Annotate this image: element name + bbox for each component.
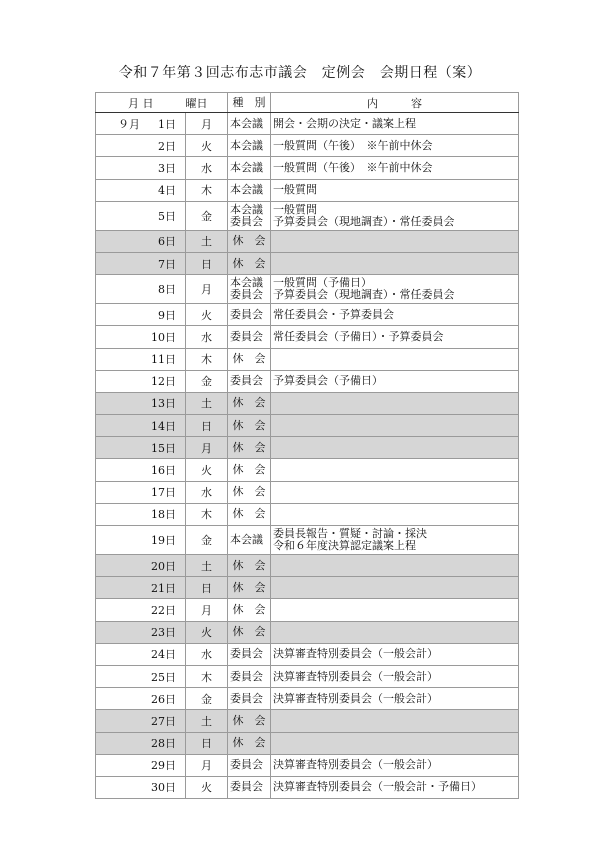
type-cell — [228, 526, 271, 555]
type-text: 本会議 — [230, 160, 263, 174]
content-cell — [271, 252, 519, 274]
weekday-cell: 月 — [186, 599, 228, 621]
month-cell — [96, 621, 146, 643]
day-cell: 3日 — [146, 157, 186, 179]
month-cell — [96, 526, 146, 555]
weekday-cell: 火 — [186, 135, 228, 157]
weekday-cell: 水 — [186, 157, 228, 179]
table-row — [96, 643, 519, 665]
day-cell: 4日 — [146, 179, 186, 201]
type-cell — [228, 688, 271, 710]
month-cell — [96, 776, 146, 798]
weekday-cell: 木 — [186, 665, 228, 687]
content-text: 一般質問（予備日） — [273, 276, 372, 290]
content-cell — [271, 326, 519, 348]
month-cell — [96, 179, 146, 201]
type-cell — [228, 621, 271, 643]
month-cell — [96, 252, 146, 274]
type-text: 休 会 — [232, 463, 266, 477]
month-cell — [96, 688, 146, 710]
content-text: 一般質問 — [273, 183, 317, 197]
table-row — [96, 304, 519, 326]
type-cell — [228, 665, 271, 687]
content-cell — [271, 481, 519, 503]
type-cell — [228, 157, 271, 179]
type-cell — [228, 326, 271, 348]
weekday-cell: 木 — [186, 348, 228, 370]
content-text: 令和６年度決算認定議案上程 — [273, 539, 416, 552]
month-cell — [96, 304, 146, 326]
day-cell: 1日 — [146, 113, 186, 135]
type-cell — [228, 481, 271, 503]
type-cell — [228, 304, 271, 326]
type-text: 休 会 — [232, 485, 266, 499]
table-row — [96, 688, 519, 710]
content-text: 決算審査特別委員会（一般会計） — [273, 669, 438, 683]
type-cell — [228, 710, 271, 732]
table-row — [96, 392, 519, 414]
content-cell — [271, 503, 519, 525]
content-cell — [271, 710, 519, 732]
type-text: 委員会 — [230, 329, 263, 343]
weekday-cell: 水 — [186, 326, 228, 348]
type-text: 休 会 — [232, 234, 266, 248]
type-text: 委員会 — [230, 374, 263, 388]
month-cell — [96, 599, 146, 621]
day-cell: 11日 — [146, 348, 186, 370]
day-cell: 25日 — [146, 665, 186, 687]
type-text: 休 会 — [232, 396, 266, 410]
type-cell — [228, 503, 271, 525]
table-row — [96, 113, 519, 135]
type-cell — [228, 577, 271, 599]
month-cell — [96, 577, 146, 599]
month-cell — [96, 643, 146, 665]
day-cell: 17日 — [146, 481, 186, 503]
table-row — [96, 437, 519, 459]
day-cell: 22日 — [146, 599, 186, 621]
type-cell — [228, 230, 271, 252]
type-text: 休 会 — [232, 580, 266, 594]
content-text: 決算審査特別委員会（一般会計） — [273, 647, 438, 661]
weekday-cell: 木 — [186, 179, 228, 201]
month-cell — [96, 481, 146, 503]
day-cell: 27日 — [146, 710, 186, 732]
weekday-cell: 火 — [186, 459, 228, 481]
table-row — [96, 201, 519, 230]
header-weekday: 曜日 — [186, 93, 228, 113]
month-cell — [96, 503, 146, 525]
day-cell: 16日 — [146, 459, 186, 481]
weekday-cell: 金 — [186, 201, 228, 230]
weekday-cell: 火 — [186, 621, 228, 643]
header-content: 内 容 — [271, 93, 519, 113]
type-cell — [228, 415, 271, 437]
weekday-cell: 土 — [186, 555, 228, 577]
table-row — [96, 230, 519, 252]
type-text: 休 会 — [232, 736, 266, 750]
month-cell — [96, 437, 146, 459]
type-cell — [228, 348, 271, 370]
month-cell — [96, 348, 146, 370]
content-text: 予算委員会（現地調査）・常任委員会 — [273, 288, 455, 302]
day-cell: 19日 — [146, 526, 186, 555]
month-cell — [96, 732, 146, 754]
table-row — [96, 555, 519, 577]
table-row — [96, 754, 519, 776]
header-date: 月 日 — [96, 93, 186, 113]
content-text: 一般質問（午後） ※午前中休会 — [273, 138, 433, 152]
type-text: 本会議 — [230, 533, 263, 546]
type-text: 休 会 — [232, 256, 266, 270]
day-cell: 28日 — [146, 732, 186, 754]
weekday-cell: 土 — [186, 230, 228, 252]
weekday-cell: 日 — [186, 415, 228, 437]
type-text: 本会議 — [230, 276, 263, 290]
type-text: 委員会 — [230, 780, 263, 794]
content-cell — [271, 665, 519, 687]
month-cell — [96, 157, 146, 179]
day-cell: 26日 — [146, 688, 186, 710]
content-cell — [271, 275, 519, 304]
type-cell — [228, 179, 271, 201]
month-cell — [96, 459, 146, 481]
type-text: 委員会 — [230, 669, 263, 683]
day-cell: 29日 — [146, 754, 186, 776]
content-text: 予算委員会（現地調査）・常任委員会 — [273, 214, 455, 228]
type-text: 休 会 — [232, 507, 266, 521]
day-cell: 20日 — [146, 555, 186, 577]
month-cell — [96, 665, 146, 687]
day-cell: 6日 — [146, 230, 186, 252]
content-cell — [271, 459, 519, 481]
content-text: 開会・会期の決定・議案上程 — [273, 116, 416, 130]
content-cell — [271, 370, 519, 392]
table-row — [96, 179, 519, 201]
table-row — [96, 577, 519, 599]
type-cell — [228, 113, 271, 135]
content-cell — [271, 688, 519, 710]
type-cell — [228, 459, 271, 481]
content-cell — [271, 643, 519, 665]
schedule-table — [95, 92, 519, 799]
type-text: 本会議 — [230, 138, 263, 152]
content-text: 常任委員会・予算委員会 — [273, 307, 394, 321]
month-cell — [96, 326, 146, 348]
weekday-cell: 日 — [186, 732, 228, 754]
month-cell — [96, 710, 146, 732]
table-row — [96, 326, 519, 348]
weekday-cell: 水 — [186, 643, 228, 665]
type-cell — [228, 754, 271, 776]
day-cell: 15日 — [146, 437, 186, 459]
day-cell: 24日 — [146, 643, 186, 665]
weekday-cell: 火 — [186, 304, 228, 326]
content-cell — [271, 415, 519, 437]
type-text: 委員会 — [230, 214, 263, 228]
weekday-cell: 土 — [186, 392, 228, 414]
type-cell — [228, 135, 271, 157]
day-cell: 30日 — [146, 776, 186, 798]
type-cell — [228, 275, 271, 304]
content-text: 一般質問（午後） ※午前中休会 — [273, 160, 433, 174]
table-row — [96, 275, 519, 304]
schedule-body — [96, 113, 519, 799]
content-cell — [271, 304, 519, 326]
content-cell — [271, 179, 519, 201]
content-text: 一般質問 — [273, 202, 317, 216]
day-cell: 8日 — [146, 275, 186, 304]
table-row — [96, 481, 519, 503]
type-text: 委員会 — [230, 288, 263, 302]
month-cell — [96, 230, 146, 252]
content-text: 予算委員会（予備日） — [273, 374, 383, 388]
content-cell — [271, 732, 519, 754]
content-text: 常任委員会（予備日）・予算委員会 — [273, 329, 444, 343]
content-cell — [271, 113, 519, 135]
weekday-cell: 月 — [186, 437, 228, 459]
day-cell: 21日 — [146, 577, 186, 599]
day-cell: 18日 — [146, 503, 186, 525]
content-cell — [271, 348, 519, 370]
weekday-cell: 水 — [186, 481, 228, 503]
table-row — [96, 665, 519, 687]
weekday-cell: 金 — [186, 688, 228, 710]
type-text: 委員会 — [230, 758, 263, 772]
day-cell: 23日 — [146, 621, 186, 643]
table-row — [96, 135, 519, 157]
header-row — [96, 93, 519, 113]
type-cell — [228, 732, 271, 754]
type-text: 委員会 — [230, 691, 263, 705]
type-text: 本会議 — [230, 116, 263, 130]
content-cell — [271, 754, 519, 776]
type-text: 休 会 — [232, 558, 266, 572]
day-cell: 14日 — [146, 415, 186, 437]
content-cell — [271, 555, 519, 577]
type-text: 休 会 — [232, 625, 266, 639]
month-cell — [96, 415, 146, 437]
type-cell — [228, 252, 271, 274]
table-row — [96, 776, 519, 798]
type-cell — [228, 776, 271, 798]
type-text: 本会議 — [230, 202, 263, 216]
month-cell — [96, 392, 146, 414]
day-cell: 7日 — [146, 252, 186, 274]
content-cell — [271, 135, 519, 157]
weekday-cell: 日 — [186, 577, 228, 599]
day-cell: 9日 — [146, 304, 186, 326]
content-cell — [271, 157, 519, 179]
month-cell: ９月 — [96, 113, 146, 135]
table-row — [96, 503, 519, 525]
day-cell: 13日 — [146, 392, 186, 414]
weekday-cell: 金 — [186, 526, 228, 555]
weekday-cell: 金 — [186, 370, 228, 392]
table-row — [96, 599, 519, 621]
month-cell — [96, 275, 146, 304]
type-text: 委員会 — [230, 647, 263, 661]
table-row — [96, 348, 519, 370]
weekday-cell: 月 — [186, 754, 228, 776]
month-cell — [96, 135, 146, 157]
weekday-cell: 木 — [186, 503, 228, 525]
type-cell — [228, 555, 271, 577]
table-row — [96, 526, 519, 555]
table-row — [96, 621, 519, 643]
table-row — [96, 710, 519, 732]
table-row — [96, 732, 519, 754]
content-cell — [271, 230, 519, 252]
day-cell: 5日 — [146, 201, 186, 230]
content-text: 決算審査特別委員会（一般会計） — [273, 691, 438, 705]
weekday-cell: 日 — [186, 252, 228, 274]
weekday-cell: 火 — [186, 776, 228, 798]
type-text: 休 会 — [232, 352, 266, 366]
type-text: 委員会 — [230, 307, 263, 321]
table-row — [96, 157, 519, 179]
content-cell — [271, 526, 519, 555]
type-text: 休 会 — [232, 418, 266, 432]
weekday-cell: 月 — [186, 113, 228, 135]
content-text: 委員長報告・質疑・討論・採決 — [273, 527, 427, 540]
content-text: 決算審査特別委員会（一般会計・予備日） — [273, 780, 482, 794]
day-cell: 10日 — [146, 326, 186, 348]
content-cell — [271, 599, 519, 621]
document-title: 令和７年第３回志布志市議会 定例会 会期日程（案） — [118, 65, 482, 81]
type-cell — [228, 643, 271, 665]
month-cell — [96, 754, 146, 776]
type-cell — [228, 201, 271, 230]
type-cell — [228, 370, 271, 392]
type-text: 休 会 — [232, 440, 266, 454]
content-cell — [271, 577, 519, 599]
table-row — [96, 415, 519, 437]
type-text: 休 会 — [232, 602, 266, 616]
type-cell — [228, 599, 271, 621]
month-cell — [96, 370, 146, 392]
type-cell — [228, 392, 271, 414]
table-row — [96, 370, 519, 392]
content-cell — [271, 201, 519, 230]
weekday-cell: 土 — [186, 710, 228, 732]
content-cell — [271, 776, 519, 798]
day-cell: 2日 — [146, 135, 186, 157]
type-text: 本会議 — [230, 183, 263, 197]
content-cell — [271, 437, 519, 459]
table-row — [96, 252, 519, 274]
table-row — [96, 459, 519, 481]
month-cell — [96, 555, 146, 577]
content-text: 決算審査特別委員会（一般会計） — [273, 758, 438, 772]
type-cell — [228, 437, 271, 459]
weekday-cell: 月 — [186, 275, 228, 304]
content-cell — [271, 392, 519, 414]
content-cell — [271, 621, 519, 643]
month-cell — [96, 201, 146, 230]
header-type: 種 別 — [228, 93, 271, 113]
day-cell: 12日 — [146, 370, 186, 392]
type-text: 休 会 — [232, 713, 266, 727]
